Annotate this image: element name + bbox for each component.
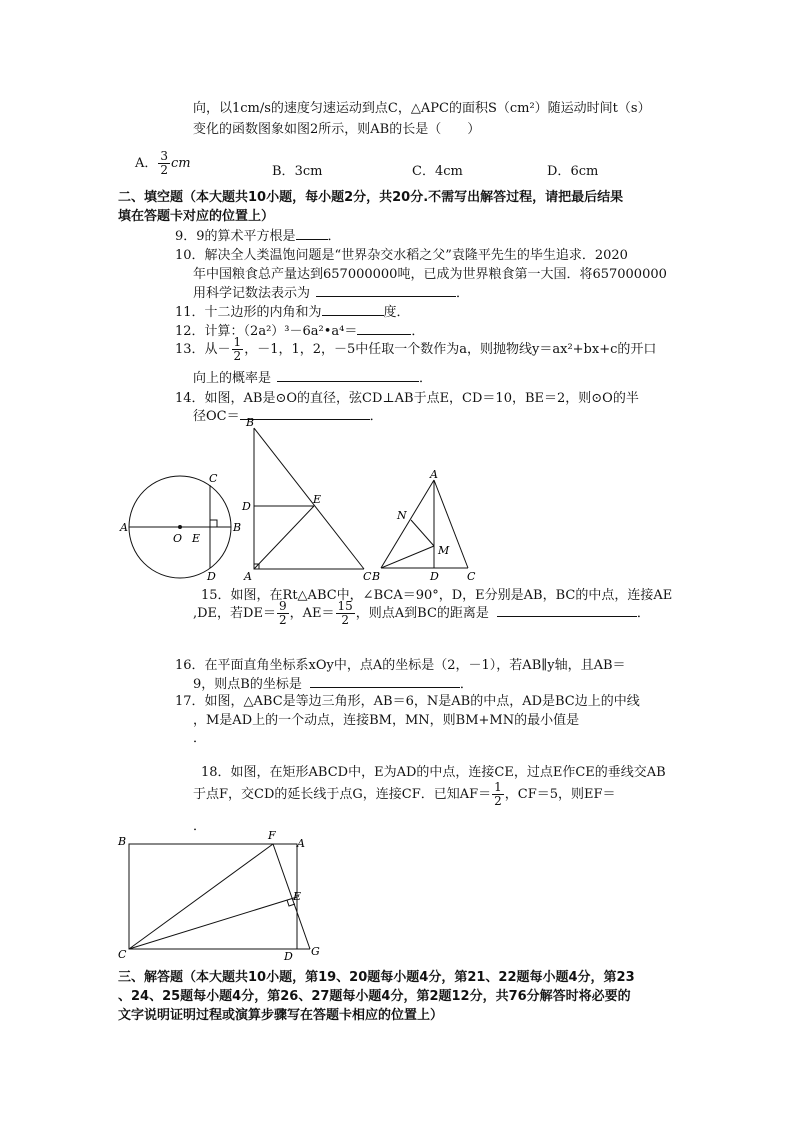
q14-line1: 14．如图，AB是⊙O的直径，弦CD⊥AB于点E，CD＝10，BE＝2，则⊙O的半 <box>175 391 639 406</box>
q8-option-b <box>272 160 322 179</box>
q10-line3: 用科学记数法表示为 ． <box>193 286 470 301</box>
section3-line1: 三、解答题（本大题共10小题，第19、20题每小题4分，第21、22题每小题4分，第23 <box>118 970 635 985</box>
section3-line2: 、24、25题每小题4分，第26、27题每小题4分，第2题12分，共76分解答时将必要的 <box>118 989 631 1004</box>
q8-line2: 变化的函数图象如图2所示，则AB的长是（ ） <box>193 122 481 137</box>
q13-den: 2 <box>233 349 242 363</box>
q15-line1: 15．如图，在Rt△ABC中，∠BCA＝90°，D，E分别是AB，BC的中点，连接AE <box>201 588 673 603</box>
fig18-label-e: E <box>293 890 302 903</box>
q11-suffix: 度． <box>383 305 410 320</box>
q10-line3-text: 用科学记数法表示为 <box>193 286 311 301</box>
fig18-segment-fg <box>273 844 310 949</box>
fig15-label-e: E <box>313 493 322 506</box>
q8-option-b-value: 3cm <box>294 164 323 179</box>
q13-answer-blank <box>277 369 419 382</box>
q15-part-b: ,DE，若DE＝ <box>193 606 276 621</box>
q18-part-b: ，CF＝5，则EF＝ <box>504 787 616 802</box>
q15-de-num: 9 <box>278 599 287 613</box>
fig17-triangle-diagram <box>368 468 478 583</box>
q9-text: 9．9的算术平方根是 <box>175 229 296 244</box>
q11 <box>175 301 410 320</box>
q9: 9．9的算术平方根是 ． <box>175 229 341 244</box>
q8-option-d-value: 6cm <box>570 164 599 179</box>
q8-option-a-fraction <box>158 150 170 177</box>
q13-line2: 向上的概率是 ． <box>193 371 433 386</box>
q15-ae-num: 15 <box>337 599 353 613</box>
fig14-center-dot <box>178 525 182 529</box>
q14-line2-text: 径OC＝ <box>193 409 240 424</box>
fig18-label-d: D <box>284 950 293 962</box>
fig17-label-n: N <box>397 509 407 522</box>
q15-ae-fraction <box>336 600 355 627</box>
fig17-segment-mn <box>411 520 434 546</box>
q10-line1: 10．解决全人类温饱问题是“世界杂交水稻之父”袁隆平先生的毕生追求．2020 <box>175 248 628 263</box>
q8-option-a-unit: cm <box>171 156 191 171</box>
fig15-label-a: A <box>244 570 252 582</box>
q8-option-a-den: 2 <box>160 163 169 177</box>
q17-line2: ，M是AD上的一个动点，连接BM，MN，则BM+MN的最小值是 <box>193 713 580 728</box>
q14-line2: 径OC＝ ． <box>193 409 383 424</box>
q8-option-a-num: 3 <box>160 149 169 163</box>
fig14-circle-diagram <box>118 468 250 586</box>
q12: 12．计算：（2a²）³－6a²•a⁴＝ ． <box>175 324 425 339</box>
q18-part-a: 于点F，交CD的延长线于点G，连接CF．已知AF＝ <box>193 787 492 802</box>
q13-line2-text: 向上的概率是 <box>193 371 272 386</box>
fig15-label-d: D <box>242 500 251 513</box>
q17-line1: 17．如图，△ABC是等边三角形，AB＝6，N是AB的中点，AD是BC边上的中线 <box>175 694 640 709</box>
section2-line1: 二、填空题（本大题共10小题，每小题2分，共20分.不需写出解答过程，请把最后结果 <box>118 190 624 205</box>
fig14-label-d: D <box>207 570 216 583</box>
q8-option-c-label: C． <box>412 164 435 179</box>
q8-option-b-label: B． <box>272 164 295 179</box>
fig14-label-b: B <box>233 521 242 534</box>
q16-answer-blank <box>310 675 460 688</box>
fig17-label-a: A <box>430 468 438 481</box>
fig17-label-d: D <box>430 570 439 583</box>
q15-ae-den: 2 <box>341 613 349 627</box>
q11-text: 11．十二边形的内角和为 <box>175 305 322 320</box>
q8-line1: 向，以1cm/s的速度匀速运动到点C，△APC的面积S（cm²）随运动时间t（s） <box>193 101 651 116</box>
fig18-label-g: G <box>311 945 320 958</box>
q13-num: 1 <box>233 335 242 349</box>
q15-de-den: 2 <box>278 613 287 627</box>
q13-prefix: 13．从－ <box>175 342 231 357</box>
q12-text: 12．计算：（2a²）³－6a²•a⁴＝ <box>175 324 358 339</box>
q13-rest: ，－1，1，2，－5中任取一个数作为a，则抛物线y＝ax²+bx+c的开口 <box>244 342 657 357</box>
q9-answer-blank <box>296 227 328 240</box>
fig15-segment-ae <box>254 506 314 569</box>
fig15-label-b: B <box>246 416 255 429</box>
q12-answer-blank <box>357 322 411 335</box>
q11-answer-blank <box>322 303 384 316</box>
q16-line2: 9，则点B的坐标是 ． <box>193 677 473 692</box>
q16-line2-text: 9，则点B的坐标是 <box>193 677 302 692</box>
q18-line1: 18．如图，在矩形ABCD中，E为AD的中点，连接CE，过点E作CE的垂线交AB <box>201 765 666 780</box>
section2-line2: 填在答题卡对应的位置上） <box>118 209 275 224</box>
q10-line2: 年中国粮食总产量达到657000000吨，已成为世界粮食第一大国．将657000000 <box>193 267 667 282</box>
q15-answer-blank <box>497 604 637 617</box>
q13-fraction <box>232 336 244 363</box>
fig17-segment-bm <box>381 546 434 568</box>
fig18-label-c: C <box>118 948 127 961</box>
q15-part-d: ，则点A到BC的距离是 <box>355 606 489 621</box>
q18-line2 <box>193 781 616 808</box>
fig14-right-angle-mark <box>210 520 217 527</box>
q18-fraction <box>492 781 504 808</box>
q8-option-c <box>412 160 463 179</box>
q8-option-a-label: A． <box>135 156 158 171</box>
fig14-label-o: O <box>173 532 183 545</box>
fig14-label-a: A <box>120 521 128 534</box>
q8-option-c-value: 4cm <box>434 164 463 179</box>
fig18-segment-ce <box>129 897 297 949</box>
fig17-label-c: C <box>467 570 476 583</box>
q15-part-c: ，AE＝ <box>289 606 335 621</box>
q8-option-d-label: D． <box>547 164 571 179</box>
q18-num: 1 <box>494 780 502 794</box>
fig15-triangle-diagram <box>238 416 381 583</box>
q15-line2: ,DE，若DE＝ $\frac{9}{2}$ ，AE＝ $\frac{15}{2}$ ，则点A到BC的距离是 ． <box>193 599 650 627</box>
fig17-side-ab <box>381 480 434 568</box>
fig15-side-bc <box>254 428 364 569</box>
q18-den: 2 <box>494 794 502 808</box>
fig18-segment-cf <box>129 844 273 949</box>
fig14-label-c: C <box>209 472 218 485</box>
q8-option-d <box>547 160 598 179</box>
fig18-rectangle-diagram <box>116 828 326 962</box>
q15-de-fraction <box>277 600 289 627</box>
fig14-label-e: E <box>192 532 201 545</box>
q13-line1 <box>175 336 656 363</box>
fig18-label-a: A <box>297 837 305 850</box>
fig18-label-f: F <box>268 829 276 842</box>
fig18-label-b: B <box>118 835 127 848</box>
fig17-label-b: B <box>372 570 381 583</box>
q8-option-a <box>135 150 191 177</box>
fig18-rectangle-abcd <box>129 844 297 949</box>
fig15-label-c: C <box>363 570 372 582</box>
q18-line3: ． <box>193 819 207 834</box>
section3-line3: 文字说明证明过程或演算步骤写在答题卡相应的位置上） <box>118 1008 444 1023</box>
q10-answer-blank <box>316 284 456 297</box>
q17-line3: ． <box>193 731 207 746</box>
q16-line1: 16．在平面直角坐标系xOy中，点A的坐标是（2，－1），若AB∥y轴，且AB＝ <box>175 658 626 673</box>
fig17-label-m: M <box>438 544 450 557</box>
